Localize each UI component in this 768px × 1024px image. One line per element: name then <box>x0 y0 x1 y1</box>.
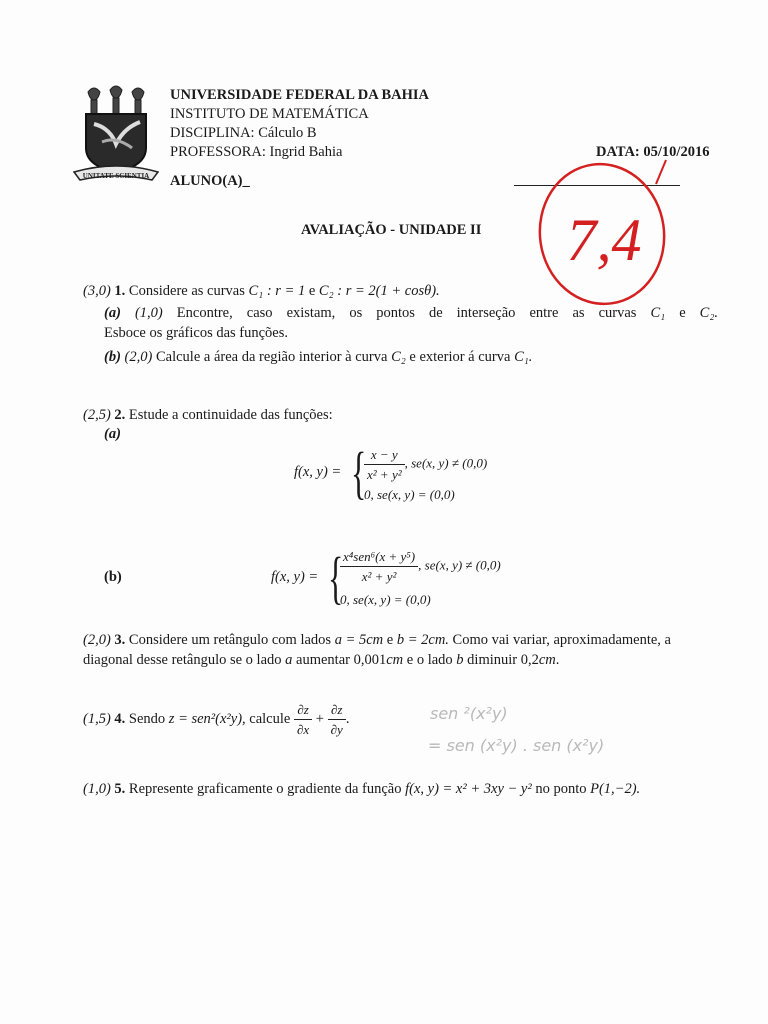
function-b-case2: 0, se(x, y) = (0,0) <box>340 592 431 607</box>
question-1a: (a) (1,0) Encontre, caso existam, os pontos de interseção entre as curvas C₁ e C₂. <box>104 305 719 321</box>
function-a-case2: 0, se(x, y) = (0,0) <box>364 487 455 502</box>
university-name: UNIVERSIDADE FEDERAL DA BAHIA <box>170 87 430 103</box>
torch-icon <box>88 86 144 114</box>
function-a-brace: { <box>351 440 367 505</box>
question-2: (2,5) 2. Estude a continuidade das funções: <box>83 407 333 423</box>
question-2a-label: (a) <box>104 426 121 442</box>
question-4: (1,5) 4. Sendo z = sen²(x²y), calcule $\frac{\partial z}{\partial x}$ + $\frac{\partial z}{\partial y}$ . <box>83 702 350 737</box>
function-b-brace: { <box>328 545 344 610</box>
function-a-case1: $\frac{x - y}{\text{x² + y²}}$ , se(x, y) ≠ (0,0) <box>364 445 487 484</box>
question-1: (3,0) 1. Considere as curvas C₁ : r = 1 e C₂ : r = 2(1 + cosθ). <box>83 283 440 299</box>
question-5: (1,0) 5. Represente graficamente o gradiente da função f(x, y) = x² + 3xy − y² no ponto P(1,−2). <box>83 781 641 797</box>
question-2b-label: (b) <box>104 569 122 585</box>
logo-motto: UNITATE SCIENTIA <box>82 172 150 180</box>
exam-date: DATA: 05/10/2016 <box>596 144 710 160</box>
university-logo <box>72 84 162 186</box>
student-label: ALUNO(A)_ <box>170 173 250 189</box>
exam-title: AVALIAÇÃO - UNIDADE II <box>301 222 482 238</box>
grade-mark <box>526 150 686 320</box>
question-3-line1: (2,0) 3. Considere um retângulo com lados a = 5cm e b = 2cm. Como vai variar, aproximadamente, a <box>83 632 671 648</box>
grade-score: 7,4 <box>566 207 642 273</box>
function-b-case1: $\frac{\text{x⁴sen⁶(x + y⁵)}}{\text{x² + y²}}$ , se(x, y) ≠ (0,0) <box>340 547 501 586</box>
discipline: DISCIPLINA: Cálculo B <box>170 125 317 141</box>
pencil-note-2: = sen (x²y) . sen (x²y) <box>428 736 605 755</box>
function-b-lhs: f(x, y) = <box>271 569 319 585</box>
question-1a-line2: Esboce os gráficos das funções. <box>104 325 289 341</box>
institute-name: INSTITUTO DE MATEMÁTICA <box>170 106 369 122</box>
function-a-lhs: f(x, y) = <box>294 464 342 480</box>
professor: PROFESSORA: Ingrid Bahia <box>170 144 343 160</box>
pencil-note-1: sen ²(x²y) <box>430 704 508 723</box>
question-3-line2: diagonal desse retângulo se o lado a aumentar 0,001cm e o lado b diminuir 0,2cm. <box>83 652 560 668</box>
question-1b: (b) (2,0) Calcule a área da região interior à curva C₂ e exterior á curva C₁. <box>104 349 533 365</box>
